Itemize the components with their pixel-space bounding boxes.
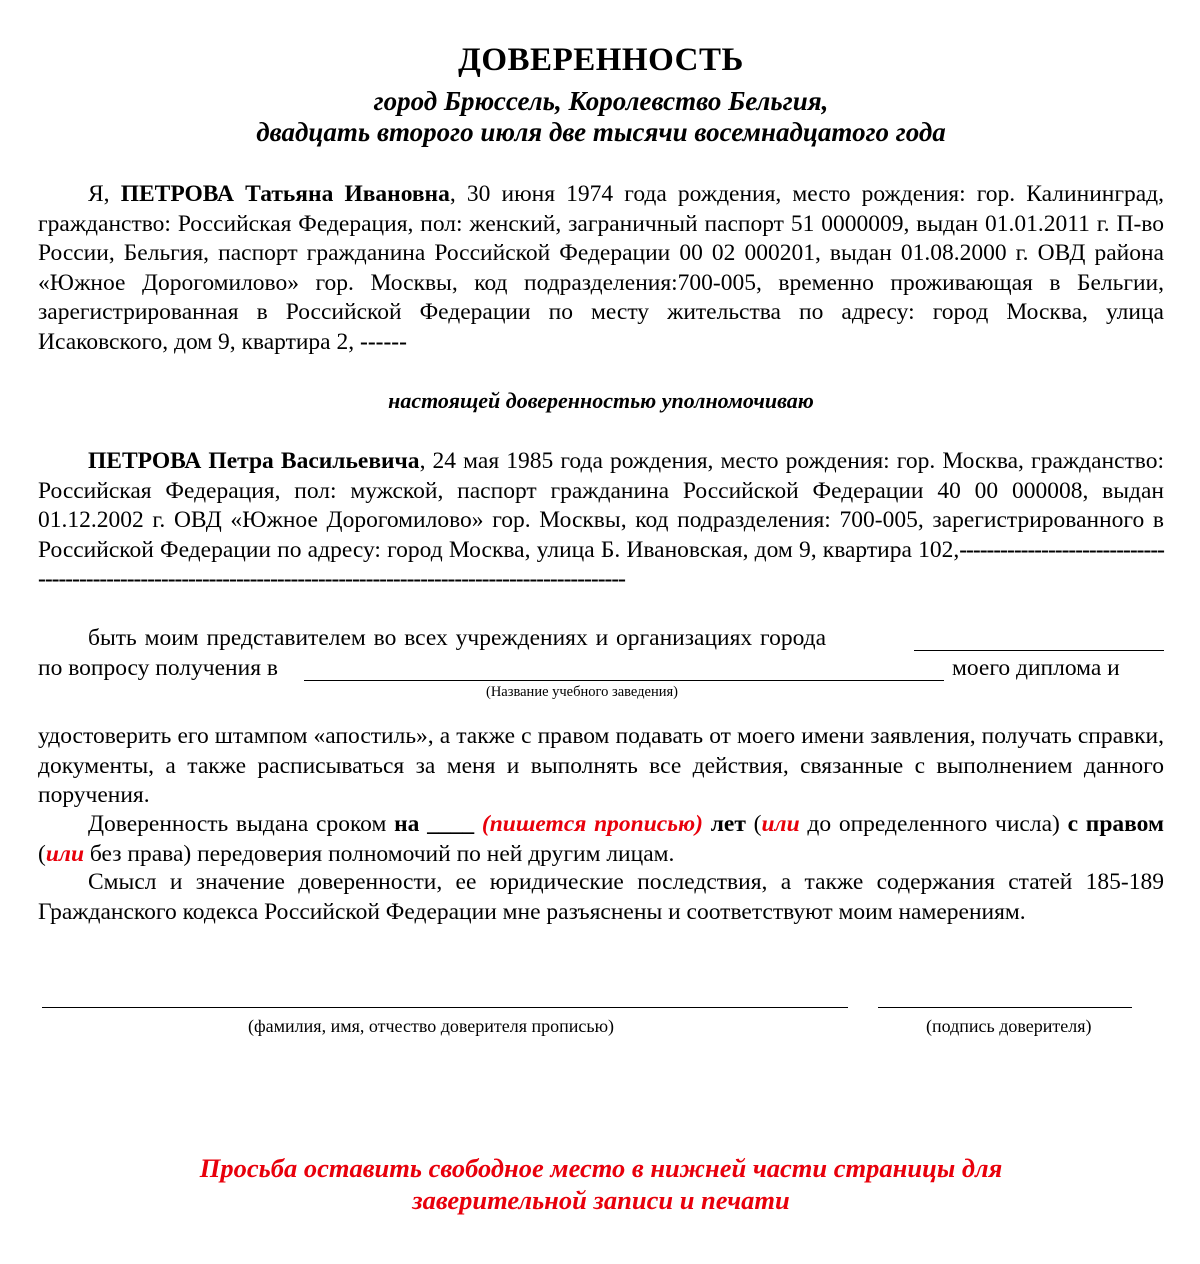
principal-prefix: Я, [88, 181, 121, 207]
term-t8: с правом [1067, 811, 1164, 837]
notice-line-2: заверительной записи и печати [412, 1185, 790, 1215]
representative-name: ПЕТРОВА Петра Васильевича [88, 448, 420, 474]
principal-dashes: ------ [360, 328, 407, 355]
principal-name: ПЕТРОВА Татьяна Ивановна [120, 181, 450, 207]
principal-details: , 30 июня 1974 года рождения, место рождения: гор. Калининград, гражданство: Российская Федерация, пол: женский, заграничный паспорт 51 0000009, выдан 01.01.2011 г. П-во России, Бельгия, паспорт гражданина Российской Федерации 00 02 000201, выдан 01.08.2000 г. ОВД района «Южное Дорогомилово» гор. Москвы, код подразделения:700-005, временно проживающая в Бельгии, зарегистрированная в Российской Федерации по месту жительства по адресу: город Москва, улица Исаковского, дом 9, квартира 2, [38, 181, 1164, 355]
term-t9: ( [38, 840, 46, 867]
term-t11: без права) передоверия полномочий по ней другим лицам. [84, 840, 675, 867]
powers-continuation: удостоверить его штампом «апостиль», а также с правом подавать от моего имени заявления, получать справки, документы, а также расписываться за меня и выполнять все действия, связанные с выполнением данного поручения. [38, 723, 1164, 808]
term-t7: до определенного числа) [799, 811, 1068, 837]
signature-caption: (подпись доверителя) [926, 1016, 1092, 1036]
powers-line-1 [38, 624, 1164, 654]
signature-line[interactable] [878, 1007, 1132, 1008]
authorize-phrase: настоящей доверенностью уполномочиваю [388, 388, 814, 413]
term-t5: ( [745, 811, 762, 837]
document-place: город Брюссель, Королевство Бельгия, [373, 86, 829, 116]
document-date: двадцать второго июля две тысячи восемнадцатого года [256, 117, 946, 147]
meaning-text: Смысл и значение доверенности, ее юридические последствия, а также содержания статей 185-189 Гражданского кодекса Российской Федерации мне разъяснены и соответствуют моим намерениям. [38, 869, 1164, 925]
notice-line-1: Просьба оставить свободное место в нижней части страницы для [199, 1153, 1003, 1183]
representative-details: , 24 мая 1985 года рождения, место рождения: гор. Москва, гражданство: Российская Федерация, пол: мужской, паспорт гражданина Российской Федерации 40 00 000008, выдан 01.12.2002 г. ОВД «Южное Дорогомилово» гор. Москвы, код подразделения: 700-005, зарегистрированного в Российской Федерации по адресу: город Москва, улица Б. Ивановская, дом 9, квартира 102, [38, 448, 1164, 563]
institution-blank-line[interactable] [304, 658, 944, 681]
term-t6: или [761, 811, 800, 837]
powers-line2-start: по вопросу получения в [38, 655, 278, 681]
term-t10: или [45, 840, 85, 867]
powers-line2-end: моего диплома и [952, 655, 1120, 681]
name-caption: (фамилия, имя, отчество доверителя прописью) [248, 1016, 615, 1036]
term-t3: (пишется прописью) [481, 811, 703, 837]
meaning-paragraph [38, 868, 1164, 927]
document-title: ДОВЕРЕННОСТЬ [458, 42, 744, 78]
term-t2: на ____ [394, 811, 482, 837]
institution-caption: (Название учебного заведения) [486, 684, 678, 700]
powers-line1-text: быть моим представителем во всех учреждениях и организациях города [88, 625, 827, 651]
term-paragraph [38, 810, 1164, 869]
term-t4: лет [702, 811, 746, 837]
representative-paragraph [38, 447, 1164, 595]
principal-paragraph [38, 180, 1164, 357]
term-t1: Доверенность выдана сроком [88, 811, 395, 837]
powers-line-2 [38, 654, 1164, 684]
city-blank-line[interactable] [914, 628, 1164, 651]
name-signature-line[interactable] [42, 1007, 848, 1008]
representative-dashes: -------------------------------------------------------------------------------------------------------------------- [38, 536, 1164, 592]
